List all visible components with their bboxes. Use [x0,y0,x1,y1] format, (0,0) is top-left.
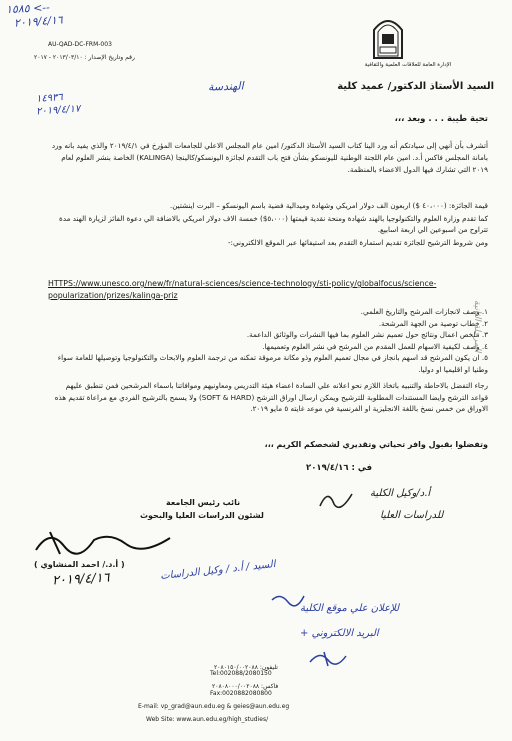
requirements-list [48,306,488,375]
prize-bullets [48,200,488,250]
list-item: ٣. ملخص اعمال ونتائج حول تعميم نشر العلوم بما فيها النشرات والوثائق الداعمة. [246,330,488,339]
handwritten-ref-number: ١٤٩٣٦ [35,92,64,105]
handwritten-ref-date: ٢٠١٩/٤/١٧ [35,103,81,118]
side-stamp: المرحلة الثانية [472,300,482,353]
intro-paragraph: أتشرف بأن أنهي إلى سيادتكم أنه ورد الينا كتاب السيد الأستاذ الدكتور/ امين عام المجلس الاعلي للجامعات المؤرخ في ٢٠١٩/٤/١ والذي يفيد بانه ورد بامانة المجلس فاكس أ.د. امين عام اللجنة الوطنية لليونسكو بشأن فتح باب التقدم لجائزة اليونسكو/كالينجا (KALINGA) الخاصة بنشر العلوم لعام ٢٠١٩ التي تشارك فيها الدول الاعضاء بالمنظمة. [51,141,488,174]
handwritten-note: للإعلان علي موقع الكلية [300,603,400,614]
request-paragraph: رجاء التفضل بالاحاطة والتنبيه باتخاذ اللازم نحو اعلانه علي السادة اعضاء هيئة التدريس ومعاونيهم وموافاتنا باسماء المرشحين فمن تنطبق عليهم قواعد الترشح وايضا المستندات المطلوبة للترشيح ويمكن ارسال اوراق الترشح (SOFT & HARD) ولا يسمح بالترشيح الفردي مع مراعاة تقديم هذه الاوراق من خمس نسخ باللغة الانجليزية او الفرنسية في موعد غايته ٥ مايو ٢٠١٩. [54,381,488,413]
application-link[interactable]: HTTPS://www.unesco.org/new/fr/natural-sciences/science-technology/sti-policy/globalfocus/science-popularization/prizes/kalinga-priz [48,279,437,300]
list-item: ٤. وصف لكيفية الاسهام للعمل المقدم من المرشح في نشر العلوم وتعميمها. [262,341,488,351]
bullet-item: قيمة الجائزة: (٤٠،٠٠٠ $) اربعون الف دولار امريكي وشهادة وميدالية فضية باسم اليونسكو – البرت اينشتين. [169,201,488,210]
closing-line: وتفضلوا بقبول وافر تحياتي وتقديري لشخصكم الكريم ،،، [264,440,488,449]
initials-scribble-icon [316,486,356,514]
handwritten-date-top: ٢٠١٩/٤/١٦ [13,13,64,30]
bullet-item: كما تقدم وزارة العلوم والتكنولوجيا بالهند شهادة ومنحة نقدية قيمتها (٥،٠٠٠$) خمسة الاف دولار امريكي بالاضافة الي دعوة الفائز لزيارة الهند مدة تتراوح من اسبوعين الي اربعة اسابيع. [59,214,488,234]
greeting: تحية طيبة . . . وبعد ،،، [394,114,488,124]
handwritten-sign-date: ٢٠١٩/٤/١٦ [51,570,110,589]
issue-date: رقم وتاريخ الإصدار : ٢٠١٣/٠٣/١٠ - ٢٠١٧ [34,54,135,61]
addressee: السيد الأستاذ الدكتور/ عميد كلية [337,81,494,92]
list-item: ٥. ان يكون المرشح قد اسهم بانجاز في مجال تعميم العلوم وذو مكانة مرموقة تمكنه من ترجمة العلوم والابحاث والتكنولوجيا وتوصيلها للعامة سواء وطنيا او اقليميا او دوليا. [57,353,488,374]
university-logo [368,14,408,60]
handwritten-faculty: الهندسة [207,79,244,94]
signature-scribble-icon [30,520,180,560]
handwritten-note: السيد / أ.د / وكيل الدراسات [159,558,277,583]
footer-email[interactable]: E-mail: vp_grad@aun.edu.eg & geies@aun.edu.eg [138,703,290,710]
handwritten-signature-icon [306,648,350,668]
signer-name: ( أ.د./ احمد المنشاوي ) [34,560,125,569]
footer-tel: Tel:002088/2080150 [210,670,272,677]
handwritten-note: أ.د/وكيل الكلية [370,488,431,499]
handwritten-ref-top: ١٥٨٥ <-- [5,0,51,17]
handwritten-note: + البريد الالكتروني [300,628,379,639]
bullet-item: ومن شروط الترشيح للجائزة تقديم استمارة التقدم بعد استيفائها عبر الموقع الالكتروني:- [227,238,488,247]
signer-subtitle: لشئون الدراسات العليا والبحوث [140,511,264,520]
footer-fax: Fax:0020882080800 [210,690,272,697]
form-code: AU-QAD-DC-FRM-003 [48,41,112,48]
footer-fax-ar: فاكس: ٢٠٨٠٨٠٠٠/٠٠٢٠٨٨ [212,683,279,690]
department-caption: الإدارة العامة للعلاقات العلمية والثقافية [364,62,452,68]
handwritten-note: للدراسات العليا [380,510,444,521]
footer-tel-ar: تليفون: ٢٠٨٠١٥٠/٠٠٢٠٨٨ [214,664,278,671]
signer-title: نائب رئيس الجامعة [166,498,241,507]
logo-emblem-icon [368,14,408,60]
footer-website[interactable]: Web Site: www.aun.edu.eg/high_studies/ [146,716,269,723]
list-item: ٢. خطاب توصية من الجهة المرشحة. [378,318,488,328]
list-item: ١. وصف لانجازات المرشح والتاريخ العلمي. [360,307,488,316]
letter-date: في : ٢٠١٩/٤/١٦ [306,463,373,473]
